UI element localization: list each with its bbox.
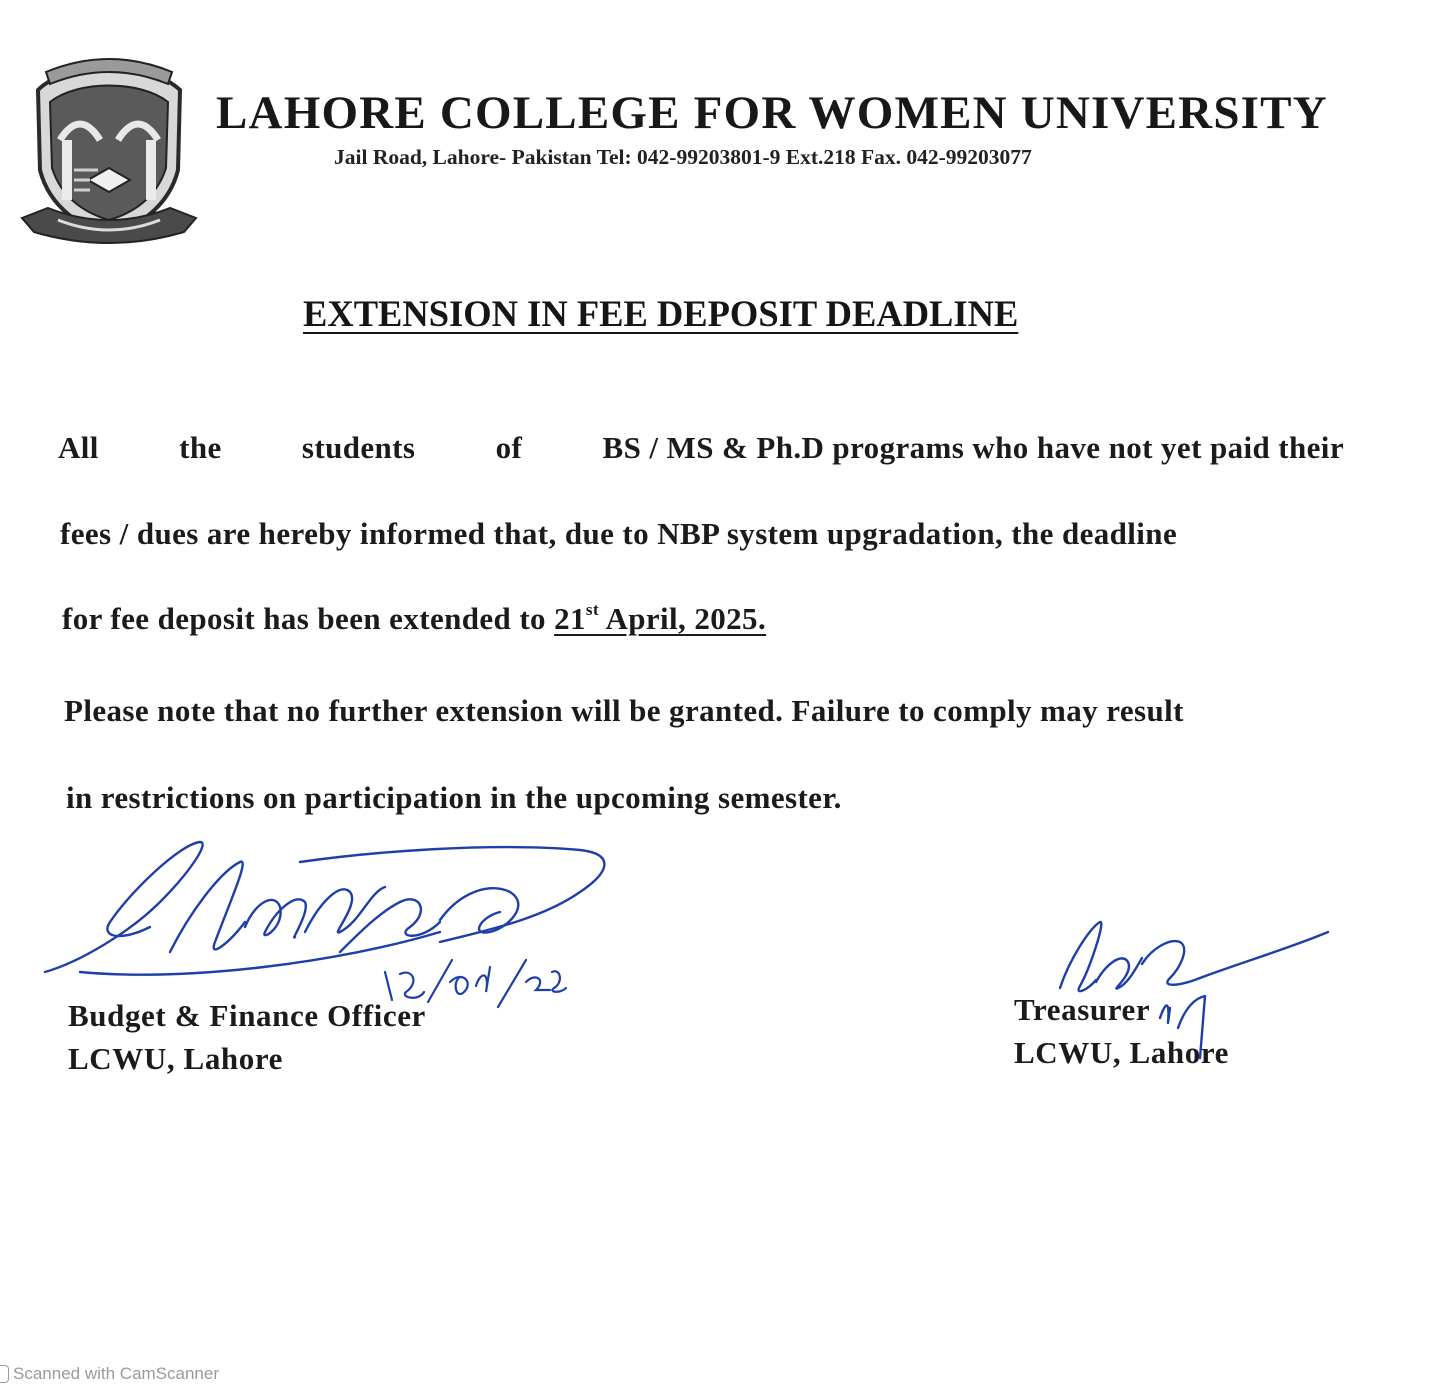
watermark-text: Scanned with CamScanner: [13, 1364, 220, 1383]
notice-title: EXTENSION IN FEE DEPOSIT DEADLINE: [303, 293, 1019, 334]
university-crest-icon: [18, 50, 200, 246]
deadline-ordinal: st: [585, 600, 599, 619]
notice-word: All: [58, 430, 99, 465]
left-signatory: [68, 994, 426, 1080]
notice-line-2: fees / dues are hereby informed that, due to NBP system upgradation, the deadline: [60, 516, 1178, 551]
deadline-day: 21: [554, 601, 586, 636]
left-signatory-title: Budget & Finance Officer: [68, 998, 426, 1033]
notice-line-5: in restrictions on participation in the upcoming semester.: [66, 780, 842, 815]
notice-line-4: Please note that no further extension will be granted. Failure to comply may result: [64, 693, 1184, 728]
deadline-month-year: April, 2025.: [599, 601, 767, 636]
notice-word: of: [495, 430, 523, 465]
university-name: LAHORE COLLEGE FOR WOMEN UNIVERSITY: [216, 87, 1328, 139]
notice-word: the: [179, 430, 222, 465]
notice-line-3-text: for fee deposit has been extended to: [62, 601, 555, 636]
notice-word: students: [301, 430, 416, 465]
notice-line-3: [62, 601, 766, 637]
scanner-watermark: [0, 1364, 219, 1384]
left-signatory-org: LCWU, Lahore: [68, 1041, 284, 1076]
right-signatory-org: LCWU, Lahore: [1014, 1035, 1230, 1070]
right-signatory-title: Treasurer: [1014, 992, 1151, 1027]
right-signatory: [1014, 988, 1229, 1074]
deadline-date: [554, 601, 766, 636]
notice-word: BS / MS & Ph.D programs who have not yet paid their: [602, 430, 1344, 465]
camscanner-icon: [0, 1365, 9, 1383]
university-address: Jail Road, Lahore- Pakistan Tel: 042-99203801-9 Ext.218 Fax. 042-99203077: [334, 145, 1032, 169]
notice-line-1: [58, 430, 1344, 466]
